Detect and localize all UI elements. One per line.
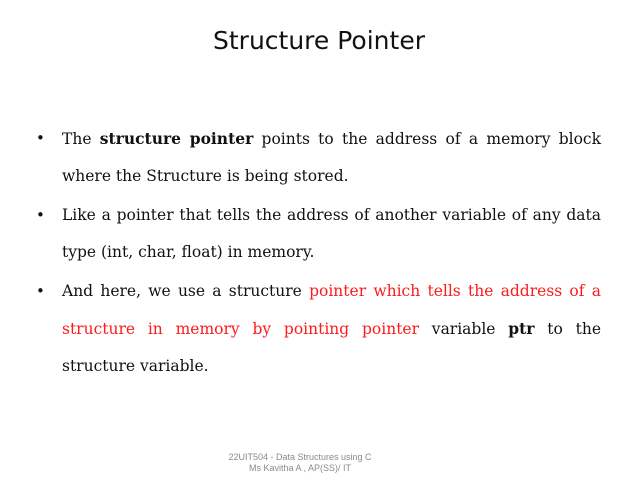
bullet-item	[36, 120, 601, 195]
bullet-text	[62, 130, 601, 185]
text-run: The	[62, 130, 100, 148]
footer-course: 22UIT504 - Data Structures using C	[228, 452, 372, 462]
highlighted-text: pointer which tells the address of a structure in memory by pointing pointer	[62, 282, 601, 338]
bullet-list	[36, 120, 601, 387]
text-run: to the structure variable.	[62, 320, 601, 375]
slide-title: Structure Pointer	[213, 26, 425, 55]
bullet-item	[36, 273, 601, 385]
bullet-text	[62, 206, 601, 261]
bullet-item	[36, 197, 601, 271]
bold-term: ptr	[508, 319, 535, 338]
bold-term: structure pointer	[99, 129, 254, 148]
footer-author: Ms Kavitha A , AP(SS)/ IT	[248, 463, 352, 473]
bullet-dot-icon: •	[36, 282, 45, 300]
text-run: And here, we use a structure	[62, 282, 310, 300]
bullet-text	[62, 282, 601, 375]
slide-footer	[0, 452, 600, 474]
bullet-dot-icon: •	[36, 206, 45, 224]
text-run: variable	[419, 320, 509, 338]
text-run: points to the address of a memory block where the Structure is being stored.	[62, 130, 602, 185]
text-run: Like a pointer that tells the address of another variable of any data type (int, char, float) in memory.	[62, 206, 601, 261]
bullet-dot-icon: •	[36, 129, 45, 147]
